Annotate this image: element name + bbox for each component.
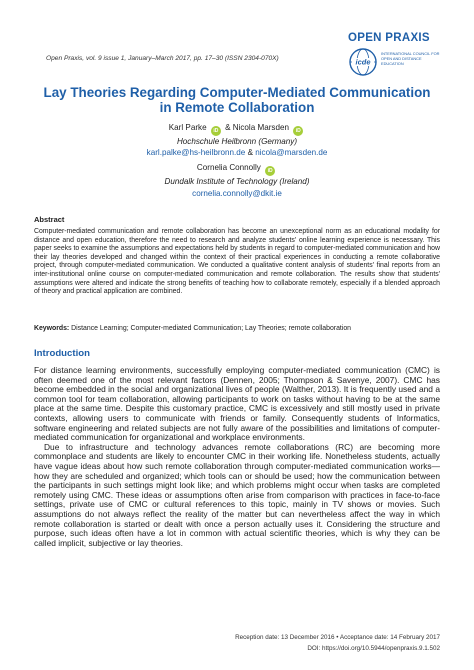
author-conjunction: & xyxy=(247,148,253,158)
section-body xyxy=(34,366,440,548)
reception-dates: Reception date: 13 December 2016 • Acceptance date: 14 February 2017 xyxy=(235,634,440,641)
author-email-link[interactable]: nicola@marsden.de xyxy=(255,148,328,158)
paper-title: Lay Theories Regarding Computer-Mediated Communication in Remote Collaboration xyxy=(43,85,431,115)
icde-logo-text: icde xyxy=(355,57,371,67)
author-email-link[interactable]: cornelia.connolly@dkit.ie xyxy=(192,188,282,198)
doi-link[interactable]: DOI: https://doi.org/10.5944/openpraxis.9.1.502 xyxy=(307,645,440,652)
icde-globe-logo xyxy=(349,48,377,76)
keywords-line xyxy=(34,325,440,334)
author-email-link[interactable]: karl.palke@hs-heilbronn.de xyxy=(146,148,246,158)
orcid-icon[interactable]: iD xyxy=(293,126,303,136)
journal-citation: Open Praxis, vol. 9 issue 1, January–March 2017, pp. 17–30 (ISSN 2304-070X) xyxy=(46,55,279,62)
body-paragraph: For distance learning environments, successfully employing computer-mediated communication (CMC) is often deemed one of the most relevant factors (Dennen, 2005; Thompson & Savenye, 2007). CMC has become embedded in the social and organizational lives of people (Walther, 2013). It is frequently used and a common tool for team collaboration, allowing participants to work on tasks without having to be at the same place at the same time. Despite this customary practice, CMC is excessively and still mostly used in private contexts, allowing users to communicate with friends or family. Consequently students of Informatics, software engineering and related subjects are not fully aware of the possibilities and limitations of computer-mediated communication for organizational and workplace environments. xyxy=(34,365,440,443)
author-name: Nicola Marsden xyxy=(232,123,289,132)
orcid-icon[interactable]: iD xyxy=(211,126,221,136)
abstract-heading: Abstract xyxy=(34,215,65,224)
author-affiliation: Dundalk Institute of Technology (Ireland) xyxy=(164,177,310,187)
author-name: Cornelia Connolly xyxy=(196,163,261,173)
author-block xyxy=(40,122,434,199)
keywords-label: Keywords: xyxy=(34,325,70,332)
author-name: Karl Parke xyxy=(168,123,207,132)
keywords-text: Distance Learning; Computer-mediated Communication; Lay Theories; remote collaboration xyxy=(71,325,352,332)
journal-brand[interactable]: OPEN PRAXIS xyxy=(348,32,430,44)
abstract-text: Computer-mediated communication and remote collaboration has become an unexceptional norm as an educational modality for distance and open education, therefore the need to research and analyze students' online learning experience is necessary. This paper seeks to examine the assumptions and expectations held by students in regard to computer-mediated communication and how their lay theories developed and changed within the context of their practical experiences in conducting a remote collaborative project, through computer-mediated communication. We conducted a qualitative content analysis of students' final reports from an inter-institutional online course on computer-mediated communication and remote collaboration. The results show that students' assumptions were altered and indicate the strong benefits of teaching how to collaborate remotely, especially if a blended approach of theory and practical application are combined. xyxy=(34,228,440,296)
author-conjunction: & xyxy=(225,123,231,132)
body-paragraph: Due to infrastructure and technology advances remote collaborations (RC) are becoming more commonplace and students are likely to encounter CMC in their working life. Nonetheless students, actually have vague ideas about how such remote collaboration through computer-mediated communication works—how they are scheduled and organized; which tools can or should be used; how the communication between the participants in such settings might look like; and which problems might occur when tasks are completed remotely using CMC. These ideas or assumptions often arise from comparison with practices in face-to-face settings, private use of CMC or cultural references to this topic, mainly in TV shows or movies. Such assumptions do not always reflect the reality of the matter but can nevertheless affect the way in which remote collaboration is started or dealt with once a person actually uses it. Considering the structure and purpose, such ideas often have a lot in common with actual scientific theories, which is why they can be called implicit, subjective or lay theories. xyxy=(34,441,440,548)
council-name: INTERNATIONAL COUNCIL FOR OPEN AND DISTANCE EDUCATION xyxy=(381,51,440,66)
section-heading: Introduction xyxy=(34,348,90,359)
orcid-icon[interactable]: iD xyxy=(265,166,275,176)
author-affiliation: Hochschule Heilbronn (Germany) xyxy=(176,137,298,146)
